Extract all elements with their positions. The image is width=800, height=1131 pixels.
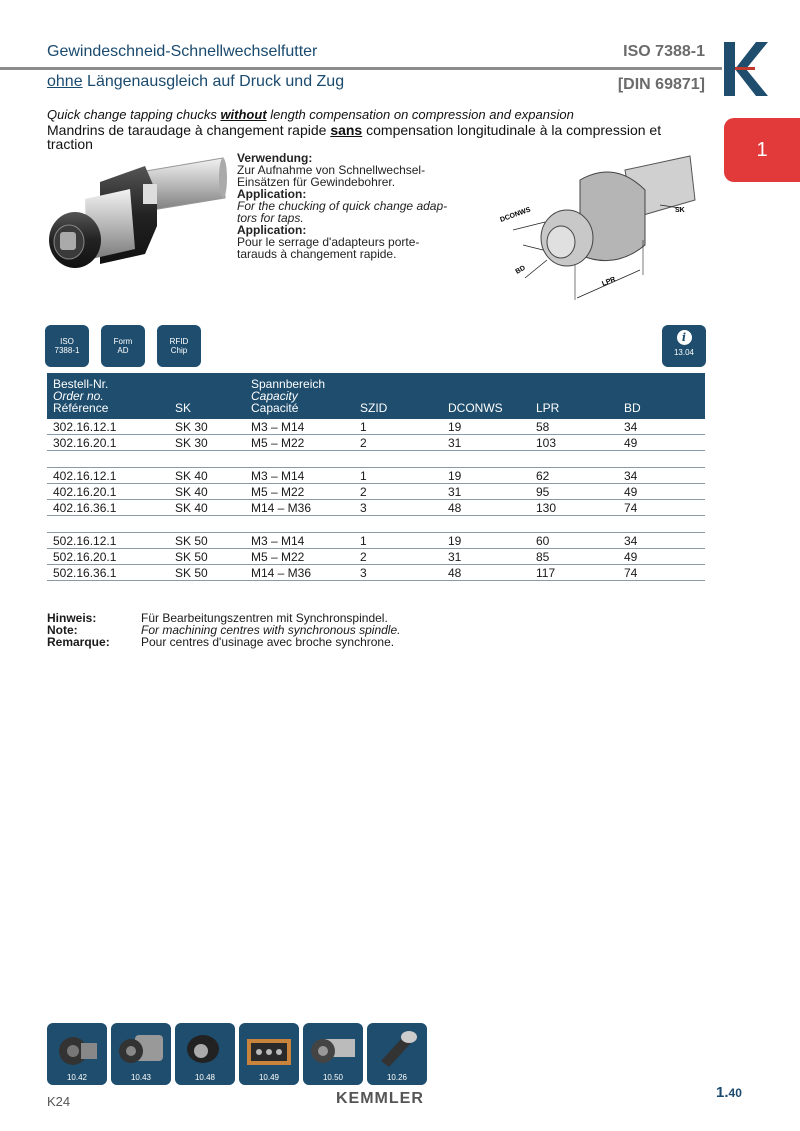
cell-range: M14 – M36 — [251, 566, 312, 580]
cell-szid: 3 — [360, 566, 367, 580]
header-dconws: DCONWS — [448, 401, 503, 415]
info-badge[interactable] — [662, 325, 706, 367]
usage-en-heading: Application: — [237, 187, 307, 201]
cell-ref: 302.16.12.1 — [53, 420, 117, 434]
table-row — [47, 500, 705, 516]
usage-text — [237, 152, 477, 260]
page-title: Gewindeschneid-Schnellwechselfutter — [47, 43, 318, 60]
cell-lpr: 62 — [536, 469, 550, 483]
accessory-thumb-3[interactable]: 10.48 — [175, 1023, 235, 1085]
cell-szid: 2 — [360, 485, 367, 499]
cell-range: M14 – M36 — [251, 501, 312, 515]
cell-dconws: 19 — [448, 534, 462, 548]
cell-bd: 49 — [624, 485, 638, 499]
accessory-thumb-6[interactable]: 10.26 — [367, 1023, 427, 1085]
header-ref-en: Order no. — [53, 389, 104, 403]
cell-range: M3 – M14 — [251, 420, 305, 434]
logo-letter: K — [722, 40, 723, 41]
badge-rfid[interactable]: RFID Chip — [157, 325, 201, 367]
header-range-en: Capacity — [251, 389, 298, 403]
cell-ref: 402.16.12.1 — [53, 469, 117, 483]
table-row — [47, 419, 705, 435]
cell-bd: 49 — [624, 550, 638, 564]
table-row — [47, 484, 705, 500]
cell-szid: 3 — [360, 501, 367, 515]
table-row — [47, 468, 705, 484]
diagram-label-sk: SK — [675, 207, 685, 214]
cell-sk: SK 40 — [175, 485, 208, 499]
header-ref-fr: Référence — [53, 401, 109, 415]
din-label: [DIN 69871] — [617, 76, 705, 93]
cell-dconws: 48 — [448, 501, 462, 515]
cell-dconws: 19 — [448, 420, 462, 434]
cell-sk: SK 40 — [175, 469, 208, 483]
footer-code: K24 — [47, 1094, 71, 1109]
cell-lpr: 58 — [536, 420, 550, 434]
cell-dconws: 31 — [448, 550, 462, 564]
usage-fr-line1: Pour le serrage d'adapteurs porte- — [237, 235, 420, 249]
badge-form[interactable]: Form AD — [101, 325, 145, 367]
table-group-gap — [47, 516, 705, 533]
table-header — [47, 373, 705, 419]
technical-diagram — [495, 150, 705, 305]
accessory-thumb-5[interactable]: 10.50 — [303, 1023, 363, 1085]
header-range-fr: Capacité — [251, 401, 299, 415]
accessory-thumbnails — [47, 1023, 427, 1085]
cell-sk: SK 30 — [175, 436, 208, 450]
product-table — [47, 373, 705, 581]
table-row — [47, 533, 705, 549]
subtitle-french: Mandrins de taraudage à changement rapide sans compensation longitudinale à la compression et traction — [47, 122, 662, 152]
cell-bd: 34 — [624, 469, 638, 483]
cell-szid: 1 — [360, 534, 367, 548]
cell-ref: 502.16.20.1 — [53, 550, 117, 564]
cell-bd: 49 — [624, 436, 638, 450]
subtitle-rest: Längenausgleich auf Druck und Zug — [82, 73, 345, 90]
cell-sk: SK 50 — [175, 550, 208, 564]
usage-fr-line2: tarauds à changement rapide. — [237, 247, 397, 261]
table-row — [47, 549, 705, 565]
header-szid: SZID — [360, 401, 388, 415]
subtitle-underlined: ohne — [47, 73, 83, 90]
header-bd: BD — [624, 401, 641, 415]
cell-szid: 1 — [360, 420, 367, 434]
cell-lpr: 85 — [536, 550, 550, 564]
table-row — [47, 565, 705, 581]
table-row — [47, 435, 705, 451]
diagram-label-bd: BD — [514, 264, 527, 276]
cell-lpr: 130 — [536, 501, 557, 515]
page-number: 1.40 — [716, 1084, 742, 1101]
usage-de-line2: Einsätzen für Gewindebohrer. — [237, 175, 396, 189]
table-body — [47, 419, 705, 581]
note-en: Note: For machining centres with synchronous spindle. — [47, 623, 401, 637]
cell-ref: 502.16.12.1 — [53, 534, 117, 548]
cell-sk: SK 40 — [175, 501, 208, 515]
cell-range: M3 – M14 — [251, 534, 305, 548]
cell-sk: SK 30 — [175, 420, 208, 434]
usage-en-line1: For the chucking of quick change adap- — [237, 199, 448, 213]
header-divider — [0, 67, 722, 70]
cell-dconws: 31 — [448, 436, 462, 450]
cell-ref: 402.16.36.1 — [53, 501, 117, 515]
feature-badges — [45, 325, 201, 367]
product-image — [45, 154, 230, 279]
table-group-gap — [47, 451, 705, 468]
footer-brand: KEMMLER — [336, 1090, 424, 1107]
cell-bd: 34 — [624, 534, 638, 548]
usage-de-line1: Zur Aufnahme von Schnellwechsel- — [237, 163, 426, 177]
cell-ref: 302.16.20.1 — [53, 436, 117, 450]
accessory-thumb-1[interactable]: 10.42 — [47, 1023, 107, 1085]
cell-bd: 74 — [624, 501, 638, 515]
info-badge-label: 13.04 — [673, 348, 695, 357]
cell-range: M5 – M22 — [251, 485, 305, 499]
info-icon: i — [677, 330, 692, 345]
chapter-tab[interactable]: 1 — [724, 118, 800, 182]
standard-label: ISO 7388-1 — [623, 43, 705, 60]
note-fr: Remarque: Pour centres d'usinage avec broche synchrone. — [47, 635, 395, 649]
header-lpr: LPR — [536, 401, 560, 415]
cell-lpr: 60 — [536, 534, 550, 548]
cell-bd: 34 — [624, 420, 638, 434]
accessory-thumb-2[interactable]: 10.43 — [111, 1023, 171, 1085]
usage-de-heading: Verwendung: — [237, 151, 313, 165]
notes — [47, 612, 400, 648]
cell-szid: 2 — [360, 550, 367, 564]
header-range-de: Spannbereich — [251, 377, 326, 391]
diagram-label-lpr: LPR — [601, 276, 617, 288]
cell-ref: 402.16.20.1 — [53, 485, 117, 499]
cell-dconws: 48 — [448, 566, 462, 580]
cell-range: M3 – M14 — [251, 469, 305, 483]
cell-bd: 74 — [624, 566, 638, 580]
cell-lpr: 95 — [536, 485, 550, 499]
usage-en-line2: tors for taps. — [237, 211, 304, 225]
cell-lpr: 103 — [536, 436, 557, 450]
cell-sk: SK 50 — [175, 534, 208, 548]
note-de: Hinweis: Für Bearbeitungszentren mit Synchronspindel. — [47, 611, 388, 625]
cell-ref: 502.16.36.1 — [53, 566, 117, 580]
page-subtitle — [47, 73, 344, 91]
kemmler-logo — [722, 40, 770, 98]
cell-range: M5 – M22 — [251, 550, 305, 564]
cell-dconws: 31 — [448, 485, 462, 499]
diagram-label-dconws: DCONWS — [499, 206, 532, 224]
badge-iso[interactable]: ISO 7388-1 — [45, 325, 89, 367]
header-sk: SK — [175, 401, 192, 415]
subtitle-english: Quick change tapping chucks without length compensation on compression and expansion — [47, 107, 574, 122]
usage-fr-heading: Application: — [237, 223, 307, 237]
accessory-thumb-4[interactable]: 10.49 — [239, 1023, 299, 1085]
cell-sk: SK 50 — [175, 566, 208, 580]
cell-szid: 2 — [360, 436, 367, 450]
cell-szid: 1 — [360, 469, 367, 483]
cell-lpr: 117 — [536, 566, 556, 580]
cell-dconws: 19 — [448, 469, 462, 483]
header-ref-de: Bestell-Nr. — [53, 377, 109, 391]
cell-range: M5 – M22 — [251, 436, 305, 450]
